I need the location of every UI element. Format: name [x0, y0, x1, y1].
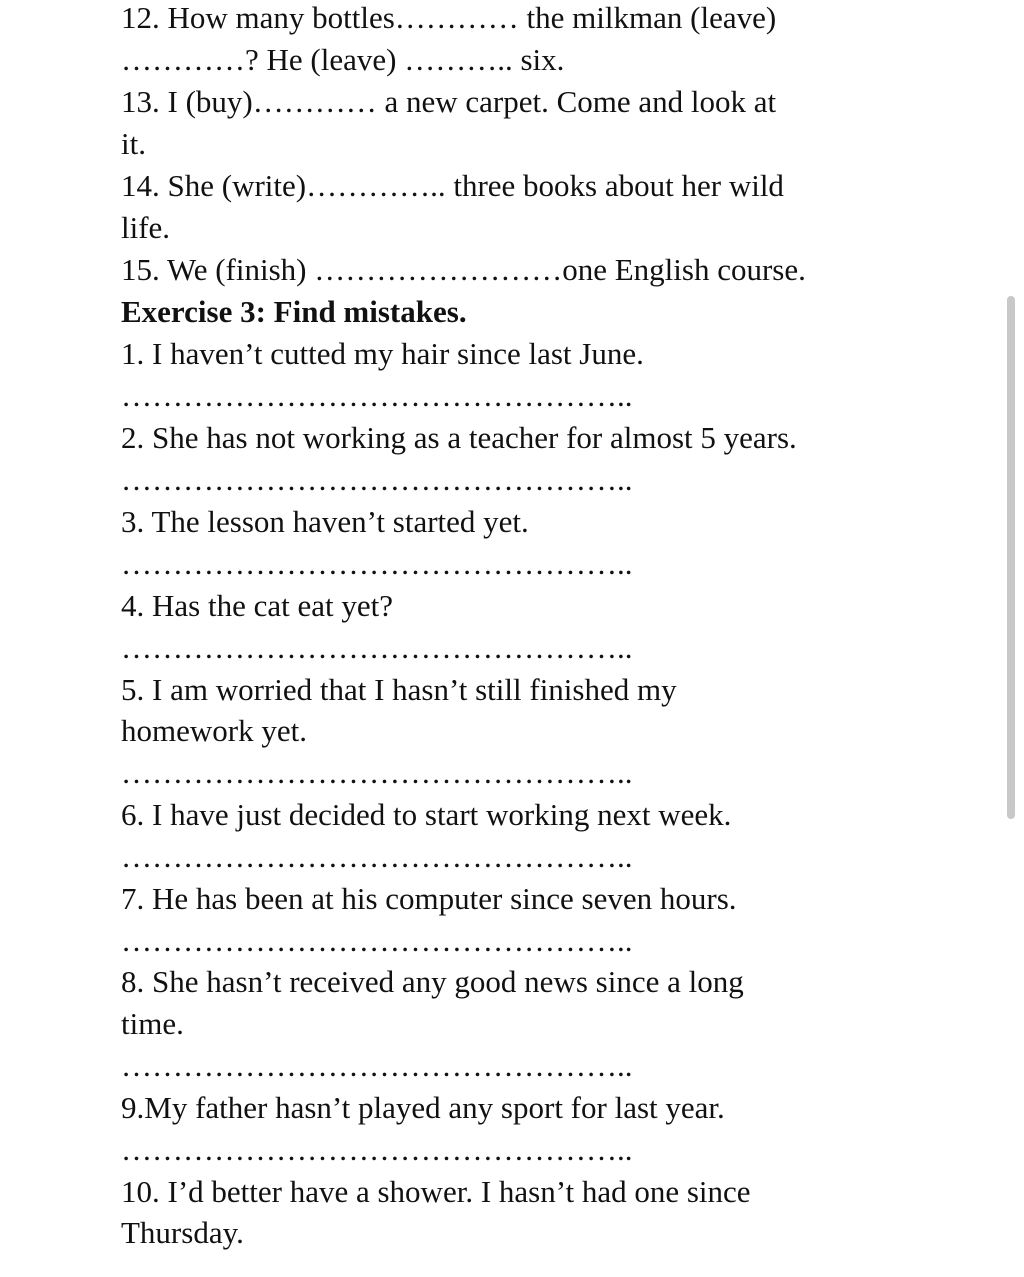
answer-line-9: …………………………………………..	[121, 1132, 633, 1167]
answer-line-3: …………………………………………..	[121, 546, 633, 581]
exercise-3-item-2: 2. She has not working as a teacher for almost 5 years.	[121, 420, 797, 455]
exercise-3-item-3: 3. The lesson haven’t started yet.	[121, 504, 529, 539]
exercise-2-item-13-line-1: 13. I (buy)………… a new carpet. Come and look at	[121, 84, 777, 119]
exercise-2-item-12-line-2: …………? He (leave) ……….. six.	[121, 42, 565, 77]
answer-line-6: …………………………………………..	[121, 839, 633, 874]
exercise-3-item-6: 6. I have just decided to start working next week.	[121, 797, 732, 832]
exercise-3-item-1: 1. I haven’t cutted my hair since last June.	[121, 336, 644, 371]
exercise-3-item-5-line-1: 5. I am worried that I hasn’t still finished my	[121, 672, 677, 707]
answer-line-4: …………………………………………..	[121, 630, 633, 665]
exercise-3-item-9: 9.My father hasn’t played any sport for last year.	[121, 1090, 725, 1125]
exercise-3-item-10-line-2: Thursday.	[121, 1215, 244, 1250]
exercise-2-item-14-line-1: 14. She (write)………….. three books about her wild	[121, 168, 784, 203]
exercise-3-item-10-line-1: 10. I’d better have a shower. I hasn’t had one since	[121, 1174, 751, 1209]
exercise-3-item-8-line-1: 8. She hasn’t received any good news since a long	[121, 964, 744, 999]
answer-line-5: …………………………………………..	[121, 755, 633, 790]
exercise-3-heading: Exercise 3: Find mistakes.	[121, 294, 467, 329]
vertical-scrollbar[interactable]	[1007, 296, 1015, 819]
exercise-2-item-13-line-2: it.	[121, 126, 146, 161]
answer-line-2: …………………………………………..	[121, 462, 633, 497]
exercise-2-item-12-line-1: 12. How many bottles………… the milkman (leave)	[121, 0, 777, 35]
exercise-2-item-15: 15. We (finish) ……………………one English course.	[121, 252, 806, 287]
exercise-2-item-14-line-2: life.	[121, 210, 171, 245]
exercise-3-item-4: 4. Has the cat eat yet?	[121, 588, 393, 623]
answer-line-1: …………………………………………..	[121, 378, 633, 413]
exercise-3-item-7: 7. He has been at his computer since seven hours.	[121, 881, 737, 916]
answer-line-8: …………………………………………..	[121, 1048, 633, 1083]
exercise-3-item-8-line-2: time.	[121, 1006, 184, 1041]
answer-line-7: …………………………………………..	[121, 923, 633, 958]
exercise-3-item-5-line-2: homework yet.	[121, 713, 307, 748]
